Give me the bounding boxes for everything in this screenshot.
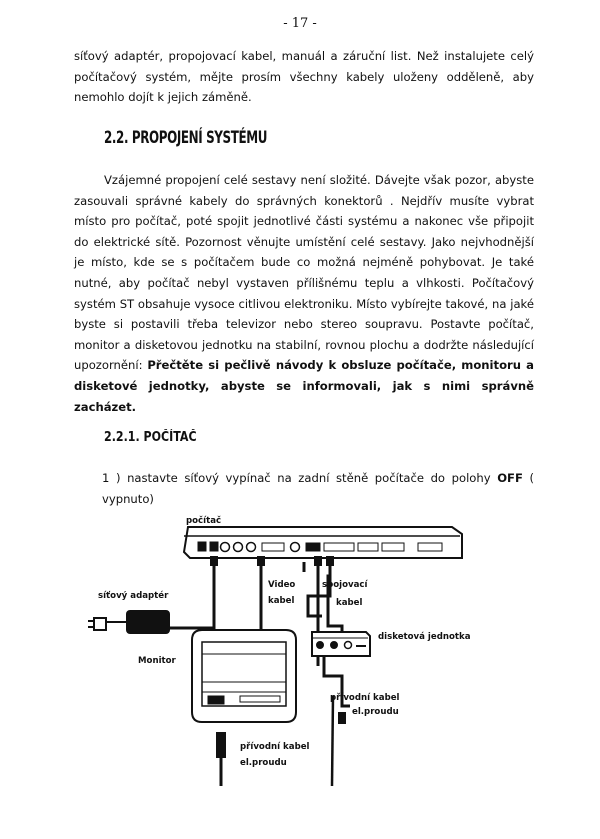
label-link-cable-1: spojovací bbox=[322, 580, 368, 590]
monitor-power-plug bbox=[216, 732, 226, 786]
label-power-monitor-1: přívodní kabel bbox=[240, 742, 310, 752]
label-link-cable-2: kabel bbox=[336, 598, 363, 608]
label-video-cable-1: Video bbox=[268, 580, 296, 590]
main-paragraph-bold-text: Přečtěte si pečlivě návody k obsluze počítače, monitoru a disketové jednotky, abyste se informovali, jak s nimi správně zacházet. bbox=[74, 358, 534, 414]
main-paragraph-text: Vzájemné propojení celé sestavy není složité. Dávejte však pozor, abyste zasouvali správné kabely do správných konektorů . Nejdřív musíte vybrat místo pro počítač, poté spojit jednotlivé části systému a nakonec vše připojit do elektrické sítě. Pozornost věnujte umístění celé sestavy. Jako nejvhodnější je místo, kde se s počítačem bude co možná nejméně pohybovat. Je také nutné, aby počítač nebyl vystaven přílišnému teplu a vlhkosti. Počítačový systém ST obsahuje vysoce citlivou elektroniku. Místo vybírejte takové, na jaké byste si postavili třeba televizor nebo stereo soupravu. Postavte počítač, monitor a disketovou jednotku na stabilní, rovnou plochu a dodržte následující upozornění: bbox=[74, 173, 534, 373]
label-power-monitor-2: el.proudu bbox=[240, 758, 287, 768]
monitor-illustration bbox=[192, 630, 296, 722]
step-1-text: 1 ) nastavte síťový vypínač na zadní stěně počítače do polohy bbox=[102, 471, 491, 485]
label-computer: počítač bbox=[186, 516, 222, 526]
label-power-floppy-1: přívodní kabel bbox=[330, 693, 400, 703]
floppy-drive-illustration bbox=[312, 632, 370, 656]
step-1-off-text: OFF bbox=[497, 471, 523, 485]
computer-illustration bbox=[184, 527, 462, 558]
connection-diagram bbox=[80, 516, 550, 791]
label-monitor: Monitor bbox=[138, 656, 176, 666]
section-heading: 2.2. PROPOJENÍ SYSTÉMU bbox=[104, 128, 268, 148]
subsection-heading: 2.2.1. POČÍTAČ bbox=[104, 430, 197, 445]
network-adapter-illustration bbox=[88, 610, 170, 634]
main-paragraph bbox=[74, 170, 534, 417]
label-video-cable-2: kabel bbox=[268, 596, 295, 606]
label-network-adapter: síťový adaptér bbox=[98, 591, 169, 601]
page-number: - 17 - bbox=[283, 16, 317, 31]
label-power-floppy-2: el.proudu bbox=[352, 707, 399, 717]
step-1-tail-text: ( vypnuto) bbox=[102, 471, 534, 506]
intro-paragraph: síťový adaptér, propojovací kabel, manuál a záruční list. Než instalujete celý počítačový systém, mějte prosím všechny kabely uloženy odděleně, aby nemohlo dojít k jejich záměně. bbox=[74, 49, 534, 105]
label-floppy-drive: disketová jednotka bbox=[378, 632, 471, 642]
step-1-paragraph bbox=[102, 468, 534, 509]
